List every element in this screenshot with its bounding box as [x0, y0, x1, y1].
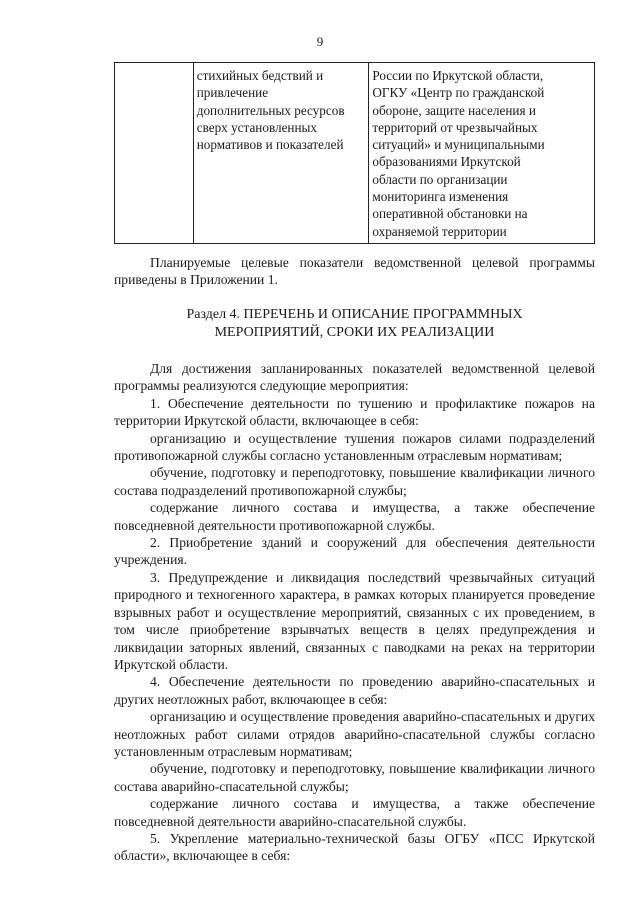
- paragraph: 2. Приобретение зданий и сооружений для обеспечения деятельности учреждения.: [114, 535, 595, 568]
- intro-paragraph: Планируемые целевые показатели ведомственной целевой программы приведены в Приложении 1.: [114, 255, 595, 288]
- cell-line: территорий от чрезвычайных: [372, 119, 538, 135]
- paragraph: 4. Обеспечение деятельности по проведению аварийно-спасательных и других неотложных работ, включающее в себя:: [114, 674, 595, 707]
- intro-block: [114, 254, 595, 289]
- section-heading-line-2: МЕРОПРИЯТИЙ, СРОКИ ИХ РЕАЛИЗАЦИИ: [214, 324, 495, 340]
- cell-line: ситуаций» и муниципальными: [372, 137, 545, 153]
- paragraph: организацию и осуществление проведения аварийно-спасательных и других неотложных работ силами отрядов аварийно-спасательной службы согласно установленным отраслевым нормативам;: [114, 709, 595, 759]
- paragraph: 3. Предупреждение и ликвидация последствий чрезвычайных ситуаций природного и техногенного характера, в рамках которых планируется проведение взрывных работ и осуществление мероприятий, связанных с их проведением, в том числе приобретение взрывчатых веществ в целях предупреждения и ликвидации заторных явлений, связанных с паводками на реках на территории Иркутской области.: [114, 569, 595, 672]
- table-cell-responsible: [369, 63, 595, 244]
- page-number: 9: [316, 34, 324, 49]
- table-cell-empty: [115, 63, 194, 244]
- cell-line: дополнительных ресурсов: [196, 102, 345, 118]
- cell-line: обороне, защите населения и: [372, 102, 536, 118]
- cell-line: области по организации: [372, 171, 508, 187]
- cell-line: России по Иркутской области,: [372, 68, 544, 83]
- paragraph: содержание личного состава и имущества, а также обеспечение повседневной деятельности противопожарной службы.: [114, 500, 595, 533]
- continuation-table: [114, 62, 595, 244]
- cell-line: сверх установленных: [196, 119, 318, 135]
- cell-line: привлечение: [196, 85, 269, 101]
- cell-line: образованиями Иркутской: [372, 154, 521, 170]
- table-cell-measure: [193, 63, 369, 244]
- table-row: [115, 63, 595, 244]
- paragraph: организацию и осуществление тушения пожаров силами подразделений противопожарной службы согласно установленным отраслевым нормативам;: [114, 430, 595, 464]
- cell-line: стихийных бедствий и: [196, 68, 324, 83]
- cell-line: ОГКУ «Центр по гражданской: [372, 85, 545, 101]
- paragraph: 1. Обеспечение деятельности по тушению и профилактике пожаров на территории Иркутской области, включающее в себя:: [114, 395, 595, 429]
- paragraph: содержание личного состава и имущества, а также обеспечение повседневной деятельности аварийно-спасательной службы.: [114, 796, 595, 829]
- section-body: [114, 360, 595, 865]
- paragraph: Для достижения запланированных показателей ведомственной целевой программы реализуются следующие мероприятия:: [114, 361, 595, 394]
- paragraph: обучение, подготовку и переподготовку, повышение квалификации личного состава подразделений противопожарной службы;: [114, 465, 595, 498]
- cell-line: оперативной обстановки на: [372, 206, 528, 222]
- paragraph: обучение, подготовку и переподготовку, повышение квалификации личного состава аварийно-спасательной службы;: [114, 761, 595, 794]
- section-heading-line-1: Раздел 4. ПЕРЕЧЕНЬ И ОПИСАНИЕ ПРОГРАММНЫХ: [186, 307, 523, 322]
- section-heading: [114, 306, 595, 341]
- cell-line: нормативов и показателей: [196, 137, 344, 153]
- cell-line: охраняемой территории: [372, 223, 507, 239]
- cell-line: мониторинга изменения: [372, 189, 509, 205]
- paragraph: 5. Укрепление материально-технической базы ОГБУ «ПСС Иркутской области», включающее в себя:: [114, 830, 595, 864]
